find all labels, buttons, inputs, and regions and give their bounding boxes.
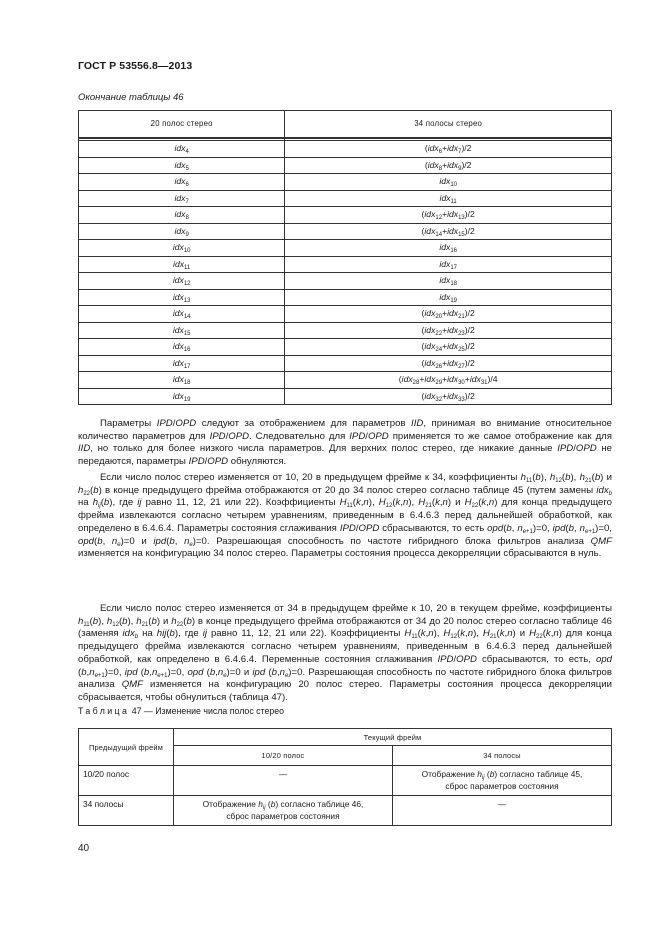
table-row [79, 372, 612, 389]
table-47-header-34-bands: 34 полосы [393, 746, 612, 766]
table-46-cell-34: idx$_{18}$ [285, 273, 612, 290]
table-46-cell-34: idx$_{11}$ [285, 190, 612, 207]
table-46-cell-20: idx$_5$ [79, 157, 285, 174]
table-46-cell-34: idx$_{16}$ [285, 240, 612, 257]
table-46-cell-34: (idx$_{12}$+idx$_{13}$)/2 [285, 207, 612, 224]
table-46-cell-20: idx$_4$ [79, 141, 285, 158]
table-row [79, 157, 612, 174]
table-row [79, 355, 612, 372]
table-46-continuation-caption: Окончание таблицы 46 [78, 92, 184, 103]
table-47-row1-label: 10/20 полос [79, 766, 174, 796]
table-row [79, 207, 612, 224]
table-46-cell-34: (idx$_{22}$+idx$_{23}$)/2 [285, 322, 612, 339]
table-46-cell-34: (idx$_{32}$+idx$_{33}$)/2 [285, 388, 612, 405]
table-47-title-text: 47 — Изменение числа полос стерео [129, 706, 285, 716]
table-46-cell-20: idx$_{11}$ [79, 256, 285, 273]
table-46-cell-20: idx$_{16}$ [79, 339, 285, 356]
table-47-row2-label: 34 полосы [79, 796, 174, 826]
table-47-row1-cell2: Отображение $h_{ij}$ (b) согласно таблице 45, сброс параметров состояния [393, 766, 612, 796]
table-46-cell-34: (idx$_{24}$+idx$_{25}$)/2 [285, 339, 612, 356]
table-46-cell-34: (idx$_{26}$+idx$_{27}$)/2 [285, 355, 612, 372]
table-47-title [78, 706, 284, 716]
table-46-cell-34: (idx$_{20}$+idx$_{21}$)/2 [285, 306, 612, 323]
table-row [79, 240, 612, 257]
table-46-cell-34: idx$_{19}$ [285, 289, 612, 306]
paragraph-change-to-34 [78, 472, 612, 561]
table-46-cell-34: (idx$_{14}$+idx$_{15}$)/2 [285, 223, 612, 240]
table-46-cell-20: idx$_7$ [79, 190, 285, 207]
para2-text: Если число полос стерео изменяется от 10, 20 в предыдущем фрейме к 34, коэффициенты $h_{11}(b)$, $h_{12}(b)$, $h_{21}(b)$ и $h_{22}(b)$ в конце предыдущего фрейма отображаются от 20 до 34 полос стерео согласно таблице 45 (путем замены idx$_b$ на $h_{ij}(b)$, где ij равно 11, 12, 21 или 22). Коэффициенты $H_{11}(k,n)$, $H_{12}(k,n)$, $H_{21}(k,n)$ и $H_{22}(k,n)$ для конца предыдущего фрейма извлекаются согласно четырем уравнениям, приведенным в 6.4.6.3 перед дальнейшей обработкой, как определено в 6.4.6.4. Параметры состояния сглаживания IPD/OPD сбрасываются, то есть opd(b, $n_{e+1})=0$, ipd(b, $n_{e+1})=0$, opd(b, $n_e)=0$ и ipd(b, $n_e)=0$. Разрешающая способность по частоте гибридного блока фильтров анализа QMF изменяется на конфигурацию 34 полос стерео. Параметры состояния процесса декорреляции сбрасываются в нуль. [78, 472, 613, 560]
table-46-cell-20: idx$_8$ [79, 207, 285, 224]
table-46-cell-34: (idx$_{28}$+idx$_{29}$+idx$_{30}$+idx$_{31}$)/4 [285, 372, 612, 389]
table-46-cell-20: idx$_{18}$ [79, 372, 285, 389]
table-row [79, 388, 612, 405]
table-row [79, 322, 612, 339]
table-47-row2-cell2: — [393, 796, 612, 826]
table-46-cell-20: idx$_{13}$ [79, 289, 285, 306]
table-46-cell-34: idx$_{17}$ [285, 256, 612, 273]
table-46-cell-20: idx$_9$ [79, 223, 285, 240]
table-47-row2-cell1: Отображение $h_{ij}$ (b) согласно таблице 46, сброс параметров состояния [174, 796, 393, 826]
paragraph-ipd-opd [78, 418, 612, 469]
table-47 [78, 728, 612, 826]
para1-text: Параметры IPD/OPD следуют за отображением для параметров IID, принимая во внимание относительное количество параметров для IPD/OPD. Следовательно для IPD/OPD применяется то же самое отображение как для IID, но только для более низкого числа параметров. Для верхних полос стерео, где никакие данные IPD/OPD не передаются, параметры IPD/OPD обнуляются. [78, 418, 612, 468]
table-row [79, 223, 612, 240]
table-row [79, 190, 612, 207]
table-46-cell-20: idx$_{14}$ [79, 306, 285, 323]
page-number: 40 [78, 843, 90, 854]
table-row [79, 174, 612, 191]
table-46-cell-34: idx$_{10}$ [285, 174, 612, 191]
table-46-cell-20: idx$_{15}$ [79, 322, 285, 339]
table-row [79, 256, 612, 273]
table-row [79, 339, 612, 356]
table-row [79, 289, 612, 306]
table-46-cell-34: (idx$_8$+idx$_9$)/2 [285, 157, 612, 174]
table-47-row1-cell1: — [174, 766, 393, 796]
table-46-cell-20: idx$_{10}$ [79, 240, 285, 257]
table-46 [78, 110, 612, 405]
table-row [79, 306, 612, 323]
table-46-cell-20: idx$_{12}$ [79, 273, 285, 290]
table-row [79, 141, 612, 158]
document-header: ГОСТ Р 53556.8—2013 [78, 60, 193, 72]
table-46-cell-20: idx$_6$ [79, 174, 285, 191]
paragraph-change-to-20 [78, 603, 612, 705]
table-47-header-previous-frame: Предыдущий фрейм [79, 729, 174, 766]
table-47-header-10-20-bands: 10/20 полос [174, 746, 393, 766]
para3-text: Если число полос стерео изменяется от 34 в предыдущем фрейме к 10, 20 в текущем фрейме, коэффициенты $h_{11}(b)$, $h_{12}(b)$, $h_{21}(b)$ и $h_{22}(b)$ в конце предыдущего фрейма отображаются от 34 до 20 полос стерео согласно таблице 46 (заменяя idx$_b$ на hij(b), где ij равно 11, 12, 21 или 22). Коэффициенты $H_{11}(k,n)$, $H_{12}(k,n)$, $H_{21}(k,n)$ и $H_{22}(k,n)$ для конца предыдущего фрейма извлекаются согласно четырем уравнениям, приведенным в 6.4.6.3 перед дальнейшей обработкой, как определено в 6.4.6.4. Переменные состояния сглаживания IPD/OPD сбрасываются, то есть, opd $(b,n_{e+1})=0$, ipd $(b,n_{e+1})=0$, opd $(b,n_e)=0$ и ipd $(b,n_e)=0$. Разрешающая способность по частоте гибридного блока фильтров анализа QMF изменяется на конфигурацию 20 полос стерео. Параметры состояния процесса декорреляции сбрасывается, чтобы обнулиться (таблица 47). [78, 603, 613, 703]
table-46-cell-34: (idx$_6$+idx$_7$)/2 [285, 141, 612, 158]
table-row [79, 273, 612, 290]
table-46-cell-20: idx$_{17}$ [79, 355, 285, 372]
table-46-header-20-bands: 20 полос стерео [79, 111, 285, 139]
table-46-cell-20: idx$_{19}$ [79, 388, 285, 405]
table-46-header-34-bands: 34 полосы стерео [285, 111, 612, 139]
table-47-prefix: Таблица [78, 706, 130, 716]
table-47-header-current-frame: Текущий фрейм [174, 729, 612, 746]
